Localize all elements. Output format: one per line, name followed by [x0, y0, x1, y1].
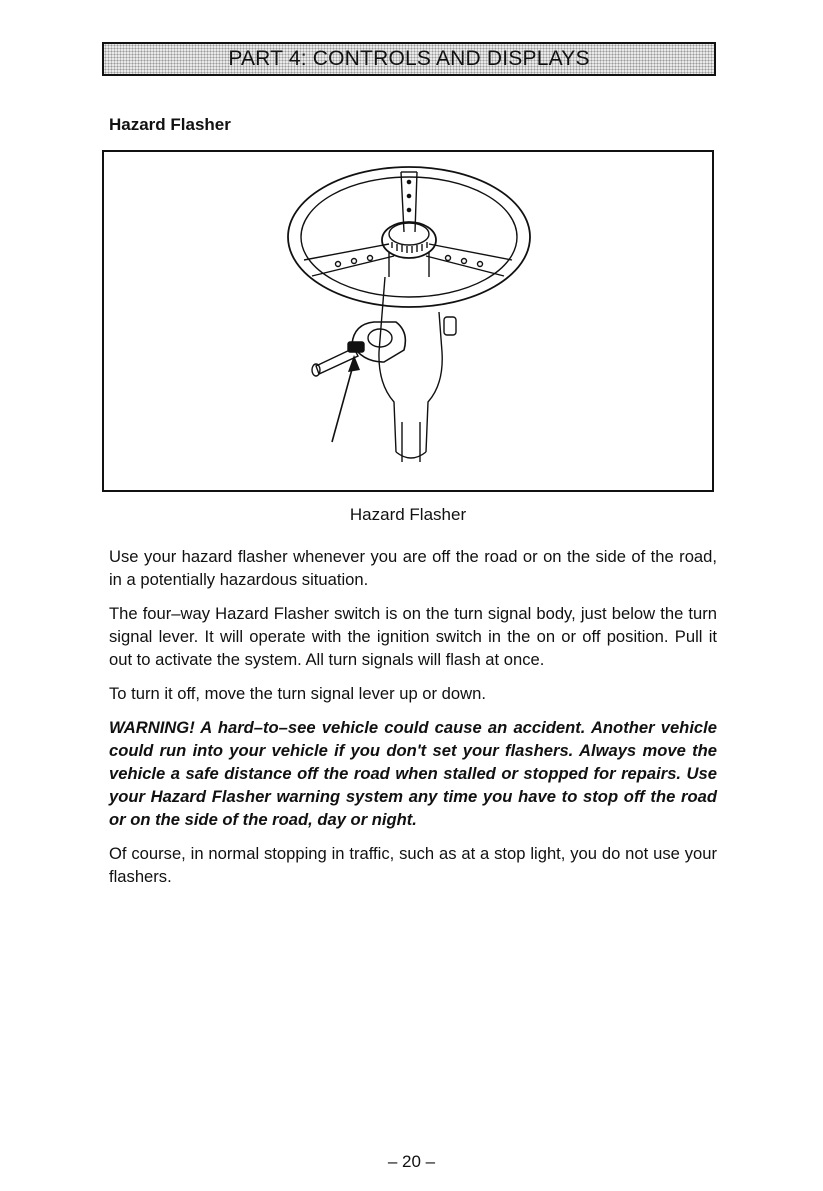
- body-text: [109, 545, 717, 899]
- page-number: – 20 –: [387, 1152, 436, 1171]
- paragraph-usage: Use your hazard flasher whenever you are off the road or on the side of the road, in a potentially hazardous situation.: [109, 547, 717, 589]
- section-title: Hazard Flasher: [109, 115, 231, 134]
- paragraph-normal-stopping: Of course, in normal stopping in traffic, such as at a stop light, you do not use your flashers.: [109, 844, 717, 886]
- figure-caption: Hazard Flasher: [349, 505, 467, 524]
- paragraph-turn-off: To turn it off, move the turn signal lever up or down.: [109, 684, 486, 703]
- paragraph-switch-location: The four–way Hazard Flasher switch is on the turn signal body, just below the turn signal lever. It will operate with the ignition switch in the on or off position. Pull it out to activate the system. All turn signals will flash at once.: [109, 604, 717, 669]
- part-title: PART 4: CONTROLS AND DISPLAYS: [228, 47, 590, 70]
- part-header: [102, 42, 716, 76]
- figure-frame: [102, 150, 714, 492]
- warning-paragraph: WARNING! A hard–to–see vehicle could cause an accident. Another vehicle could run into your vehicle if you don't set your flashers. Always move the vehicle a safe distance off the road when stalled or stopped for repairs. Use your Hazard Flasher warning system any time you have to stop off the road or on the side of the road, day or night.: [109, 718, 717, 829]
- steering-wheel-illustration: [104, 152, 712, 490]
